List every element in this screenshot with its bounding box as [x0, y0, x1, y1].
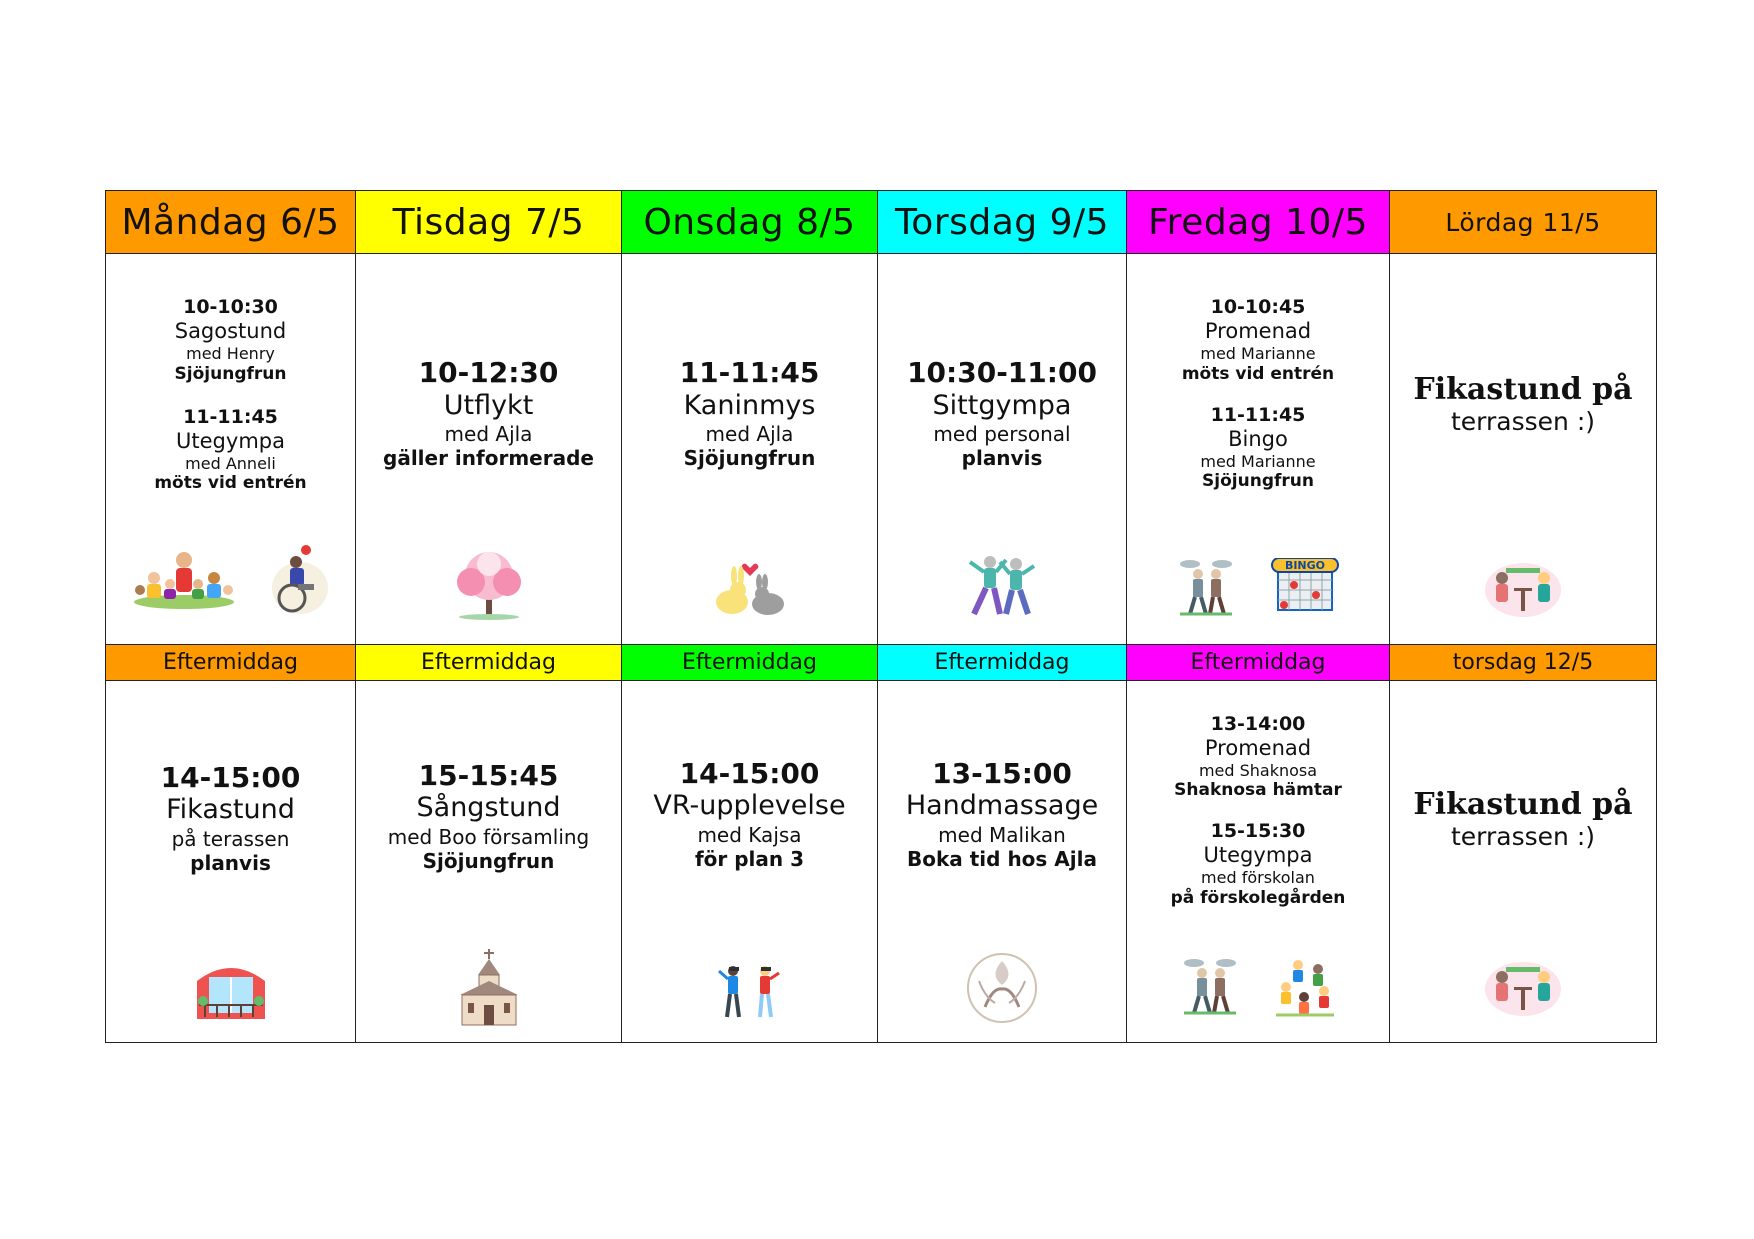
event: [1127, 800, 1389, 908]
tuesday-morning-cell: [356, 254, 622, 644]
afternoon-label: Eftermiddag: [1190, 649, 1326, 675]
event-place: Sjöjungfrun: [1202, 471, 1314, 492]
event-time: 15-15:45: [418, 758, 559, 792]
afternoon-label: Eftermiddag: [163, 649, 298, 675]
event-name: Fikastund: [166, 794, 295, 826]
day-header-label: Onsdag 8/5: [643, 201, 856, 243]
event-place: gäller informerade: [383, 446, 594, 471]
event-host: med Ajla: [705, 422, 794, 447]
weekly-schedule: [105, 190, 1657, 1043]
event-host: på terassen: [171, 826, 290, 851]
event: [356, 681, 621, 873]
day-header-label: Torsdag 9/5: [894, 201, 1110, 243]
event-name: Bingo: [1228, 426, 1288, 451]
event-host: med Anneli: [185, 453, 276, 473]
afternoon-header-thursday: [878, 644, 1127, 680]
afternoon-header-friday: [1127, 644, 1390, 680]
event-place: Sjöjungfrun: [174, 363, 287, 384]
afternoon-header-saturday: [1390, 644, 1657, 680]
walking-couple-icon: [1180, 957, 1240, 1015]
day-header-label: Fredag 10/5: [1148, 201, 1368, 243]
event: [1127, 384, 1389, 492]
afternoon-header-monday: [106, 644, 356, 680]
event-place: på förskolegården: [1170, 887, 1346, 908]
event-time: 11-11:45: [183, 405, 278, 428]
bingo-card-icon: [1270, 558, 1340, 612]
event: [1390, 254, 1656, 436]
event-host: med Marianne: [1200, 344, 1316, 364]
day-header-label: Måndag 6/5: [121, 201, 340, 243]
event: [878, 254, 1126, 470]
day-header-thursday: [878, 191, 1127, 254]
friday-afternoon-cell: [1127, 680, 1390, 1042]
event-subtitle: terrassen :): [1450, 407, 1596, 437]
event-place: möts vid entrén: [154, 473, 307, 494]
storytime-children-icon: [132, 544, 236, 610]
event-place: för plan 3: [694, 846, 805, 871]
event-name: Utflykt: [443, 389, 534, 421]
event-name: Handmassage: [905, 790, 1099, 822]
wednesday-morning-cell: [622, 254, 878, 644]
rabbits-icon: [710, 562, 790, 616]
event-time: 14-15:00: [679, 756, 820, 790]
event: [106, 681, 355, 875]
illustrations: [1127, 957, 1389, 1019]
event-place: möts vid entrén: [1181, 363, 1335, 384]
balcony-window-icon: [191, 961, 271, 1021]
event: [1390, 681, 1656, 851]
vr-people-icon: [715, 961, 785, 1021]
church-icon: [456, 947, 522, 1027]
afternoon-header-tuesday: [356, 644, 622, 680]
event-time: 10-10:45: [1210, 296, 1306, 319]
day-header-label: Tisdag 7/5: [392, 201, 585, 243]
event: [1127, 254, 1389, 384]
illustrations: [878, 552, 1126, 618]
event-time: 10-12:30: [418, 356, 559, 390]
event: [356, 254, 621, 470]
event-time: 11-11:45: [679, 356, 820, 390]
illustrations: [878, 951, 1126, 1025]
friday-morning-cell: [1127, 254, 1390, 644]
illustrations: [1390, 961, 1656, 1017]
coffee-terrace-icon: [1484, 562, 1562, 618]
event-host: med Henry: [186, 344, 275, 364]
illustrations: [622, 562, 877, 616]
event-name: Sångstund: [416, 792, 561, 824]
event-name: Utegympa: [176, 428, 285, 453]
event-time: 10-10:30: [183, 296, 278, 319]
event-name: Sagostund: [174, 319, 287, 344]
day-header-tuesday: [356, 191, 622, 254]
event-time: 13-15:00: [932, 756, 1072, 790]
event-name: Sittgympa: [932, 389, 1072, 421]
event-host: med Kajsa: [697, 822, 802, 847]
svg-text:BINGO: BINGO: [1284, 559, 1326, 573]
illustrations: [1390, 562, 1656, 618]
coffee-terrace-icon: [1484, 961, 1562, 1017]
walking-couple-icon: [1176, 558, 1236, 616]
afternoon-label: torsdag 12/5: [1452, 649, 1594, 675]
illustrations: [1127, 558, 1389, 616]
event-name: Kaninmys: [683, 389, 816, 421]
saturday-morning-cell: [1390, 254, 1657, 644]
thursday-afternoon-cell: [878, 680, 1127, 1042]
thursday-morning-cell: [878, 254, 1127, 644]
event-place: Sjöjungfrun: [683, 446, 816, 471]
event-time: 15-15:30: [1210, 820, 1306, 843]
event: [106, 254, 355, 384]
event-time: 11-11:45: [1210, 403, 1306, 426]
event-time: 14-15:00: [160, 760, 301, 794]
illustrations: [106, 961, 355, 1021]
event-time: 10:30-11:00: [907, 356, 1097, 390]
event-name: Utegympa: [1203, 843, 1313, 868]
event-host: med personal: [933, 422, 1071, 447]
event: [622, 681, 877, 871]
tuesday-afternoon-cell: [356, 680, 622, 1042]
monday-morning-cell: [106, 254, 356, 644]
wheelchair-ball-icon: [270, 544, 330, 616]
afternoon-label: Eftermiddag: [682, 649, 817, 675]
event-time: 13-14:00: [1210, 712, 1306, 735]
blossom-tree-icon: [447, 550, 531, 620]
event-host: med Shaknosa: [1198, 760, 1318, 780]
hand-massage-logo-icon: [965, 951, 1039, 1025]
event-place: Shaknosa hämtar: [1174, 780, 1342, 801]
exercise-people-icon: [966, 552, 1038, 618]
day-header-monday: [106, 191, 356, 254]
saturday-afternoon-cell: [1390, 680, 1657, 1042]
illustrations: [622, 961, 877, 1021]
day-header-friday: [1127, 191, 1390, 254]
event-host: med Boo församling: [387, 824, 590, 849]
day-header-wednesday: [622, 191, 878, 254]
day-header-saturday: [1390, 191, 1657, 254]
illustrations: [106, 544, 355, 616]
event-name: Promenad: [1204, 735, 1312, 760]
event: [878, 681, 1126, 871]
event-host: med förskolan: [1201, 868, 1315, 888]
event-title: Fikastund på: [1413, 786, 1633, 822]
illustrations: [356, 947, 621, 1027]
event-place: planvis: [961, 446, 1043, 471]
preschool-kids-icon: [1274, 957, 1336, 1019]
event-place: Boka tid hos Ajla: [907, 846, 1097, 871]
afternoon-header-wednesday: [622, 644, 878, 680]
event-name: Promenad: [1204, 319, 1312, 344]
wednesday-afternoon-cell: [622, 680, 878, 1042]
event-place: Sjöjungfrun: [422, 848, 555, 873]
event-title: Fikastund på: [1413, 372, 1633, 408]
event-host: med Marianne: [1200, 451, 1316, 471]
day-header-label: Lördag 11/5: [1445, 207, 1601, 237]
event: [622, 254, 877, 470]
event-host: med Ajla: [444, 422, 533, 447]
illustrations: [356, 550, 621, 620]
event-subtitle: terrassen :): [1450, 821, 1596, 851]
event-place: planvis: [190, 850, 271, 875]
monday-afternoon-cell: [106, 680, 356, 1042]
event-host: med Malikan: [938, 822, 1066, 847]
event-name: VR-upplevelse: [653, 790, 846, 822]
event: [106, 384, 355, 494]
afternoon-label: Eftermiddag: [421, 649, 556, 675]
afternoon-label: Eftermiddag: [934, 649, 1070, 675]
event: [1127, 681, 1389, 801]
